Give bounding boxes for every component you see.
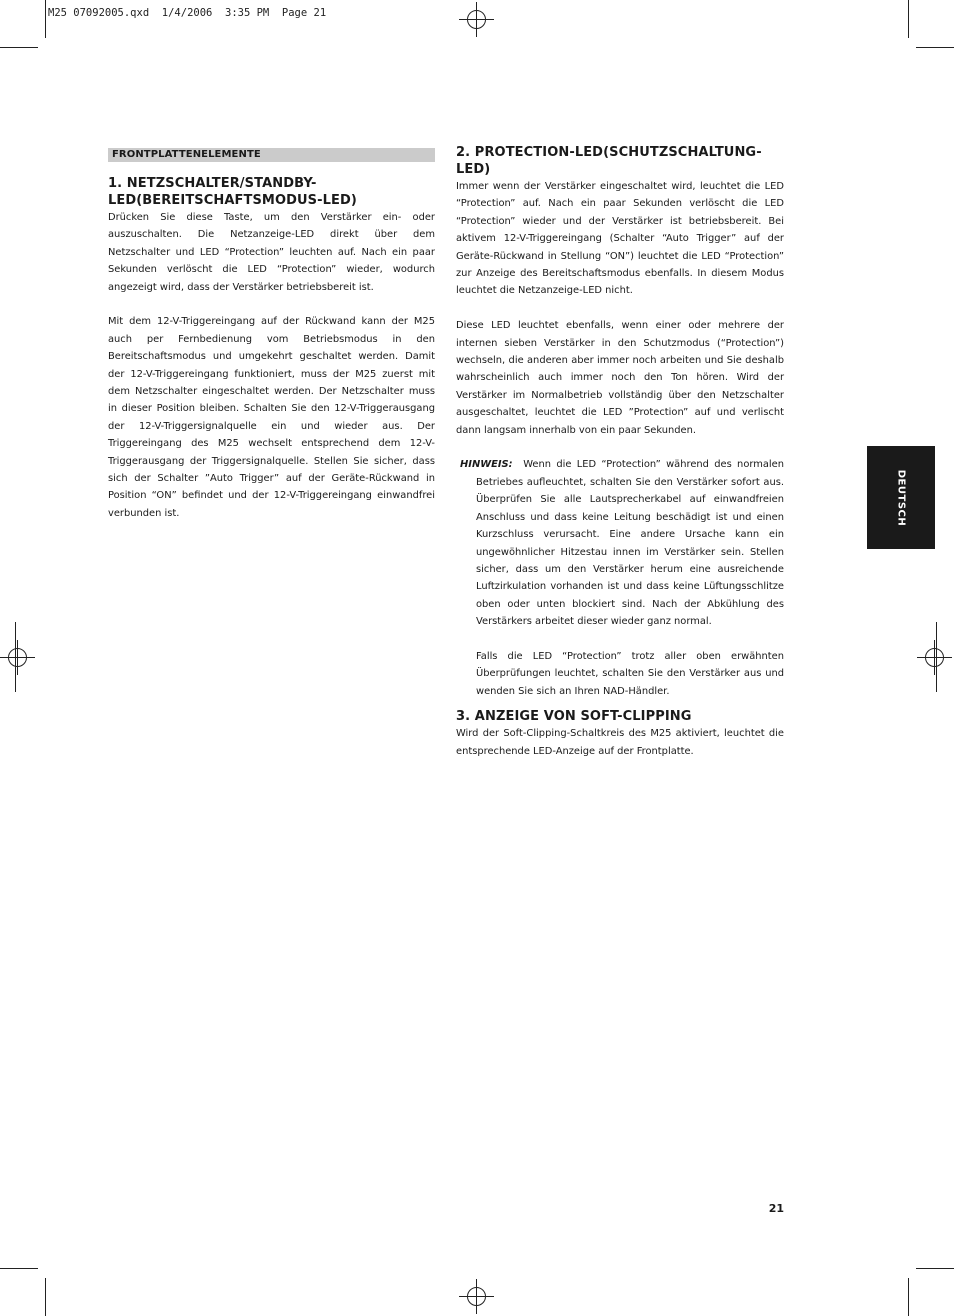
registration-mark-top: [459, 2, 494, 37]
section-3-heading: 3. ANZEIGE VON SOFT-CLIPPING: [456, 709, 692, 725]
page-number: 21: [768, 1202, 784, 1215]
section-2-heading: 2. PROTECTION-LED(SCHUTZSCHALTUNG-LED): [456, 145, 762, 177]
section-1-heading-line2: LED(BEREITSCHAFTSMODUS-LED): [108, 193, 357, 208]
language-tab: [867, 446, 935, 549]
note-text: Wenn die LED “Protection” während des normalen Betriebes aufleuchtet, schalten Sie den Verstärker sofort aus. Überprüfen Sie alle Lautsprecherkabel auf einwandfreien Anschluss und dass keine Leitung beschädigt ist und einen Kurzschluss verursacht. Eine andere Ursache kann ein ungewöhnlicher Hitzestau innen im Verstärker sein. Stellen sicher, dass um den Verstärker herum eine ausreichende Luftzirkulation vorhanden ist und dass keine Lüftungsschlitze oben oder unten blockiert sind. Nach der Abkühlung des Verstärkers arbeitet dieser wieder ganz normal.: [476, 459, 784, 628]
section-3-paragraph-1: Wird der Soft-Clipping-Schaltkreis des M25 aktiviert, leuchtet die entsprechende LED-Anzeige auf der Frontplatte.: [456, 728, 784, 757]
registration-mark-left: [0, 622, 35, 692]
left-column: [108, 148, 435, 522]
section-2-paragraph-2: Diese LED leuchtet ebenfalls, wenn einer oder mehrere der internen sieben Verstärker in den Schutzmodus (“Protection”) wechseln, die anderen aber immer noch arbeiten und Sie deshalb wahrscheinlich auch immer noch den Ton hören. Wird der Verstärker im Normalbetrieb vollständig über den Netzschalter ausgeschaltet, leuchtet die LED ”Protection” auf und verlischt dann langsam innerhalb von ein paar Sekunden.: [456, 320, 784, 436]
registration-mark-bottom: [459, 1279, 494, 1314]
note-block: [456, 456, 784, 700]
right-column: [456, 144, 784, 760]
registration-mark-right: [917, 622, 952, 692]
note-paragraph-2: Falls die LED “Protection” trotz aller oben erwähnten Überprüfungen leuchtet, schalten Sie den Verstärker aus und wenden Sie sich an Ihren NAD-Händler.: [476, 650, 784, 697]
note-label: HINWEIS:: [460, 459, 513, 471]
section-1-heading: [108, 175, 435, 209]
section-1-heading-line1: 1. NETZSCHALTER/STANDBY-: [108, 176, 317, 191]
section-1-paragraph-2: Mit dem 12-V-Triggereingang auf der Rückwand kann der M25 auch per Fernbedienung vom Betriebsmodus in den Bereitschaftsmodus und umgekehrt geschaltet werden. Damit der 12-V-Triggereingang funktioniert, muss der M25 zuerst mit dem Netzschalter eingeschaltet werden. Der Netzschalter muss in dieser Position bleiben. Schalten Sie den 12-V-Triggerausgang der 12-V-Triggersignalquelle ein und wieder aus. Der Triggereingang des M25 wechselt entsprechend dem 12-V-Triggerausgang der Triggersignalquelle. Stellen Sie sicher, dass sich der Schalter ”Auto Trigger” auf der Geräte-Rückwand in Position “ON” befindet und der 12-V-Triggereingang einwandfrei verbunden ist.: [108, 316, 435, 519]
print-slug: M25 07092005.qxd 1/4/2006 3:35 PM Page 21: [48, 7, 327, 19]
section-title: FRONTPLATTENELEMENTE: [108, 148, 435, 162]
note-paragraph-1: [460, 456, 784, 630]
language-tab-label: DEUTSCH: [895, 469, 907, 526]
section-2-paragraph-1: Immer wenn der Verstärker eingeschaltet wird, leuchtet die LED “Protection” auf. Nach ein paar Sekunden verlöscht die LED “Protection” wieder und der Verstärker ist betriebsbereit. Bei aktivem 12-V-Triggereingang (Schalter “Auto Trigger” auf der Geräte-Rückwand in Stellung “ON”) leuchtet die LED “Protection” zur Anzeige des Bereitschaftsmodus ebenfalls. In diesem Modus leuchtet die Netzanzeige-LED nicht.: [456, 181, 784, 297]
section-1-paragraph-1: Drücken Sie diese Taste, um den Verstärker ein- oder auszuschalten. Die Netzanzeige-LED direkt über dem Netzschalter und LED “Protection” leuchten auf. Nach ein paar Sekunden verlöscht die LED “Protection” wieder, wodurch angezeigt wird, dass der Verstärker betriebsbereit ist.: [108, 212, 435, 293]
